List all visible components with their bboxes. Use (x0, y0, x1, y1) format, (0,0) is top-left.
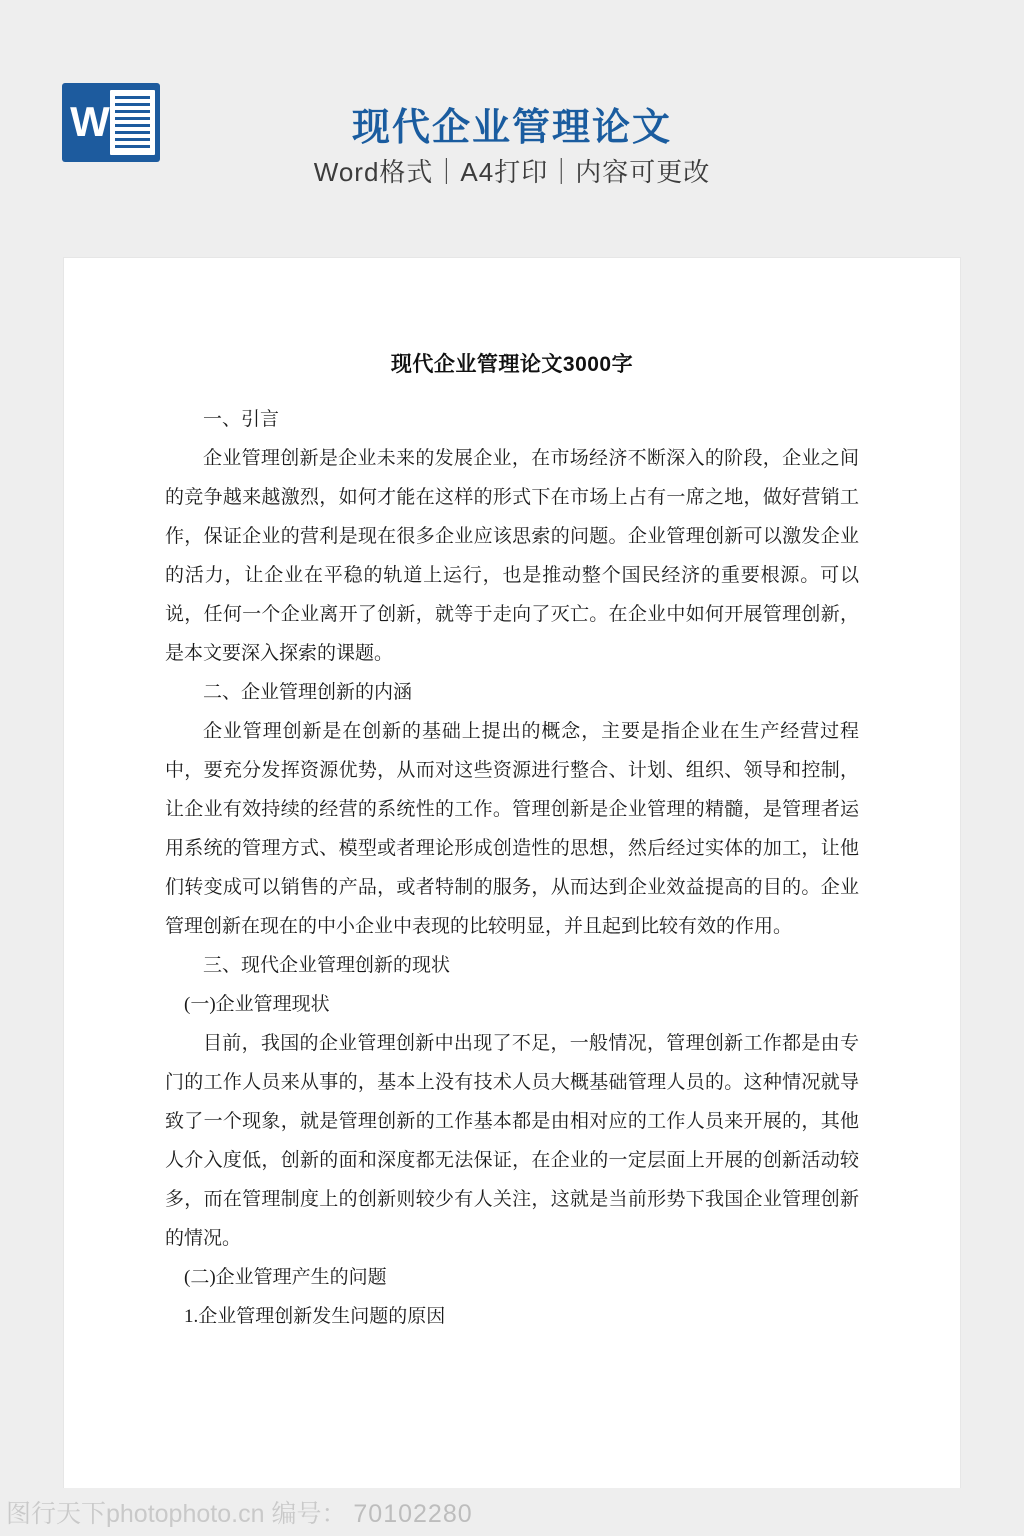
document-title: 现代企业管理论文3000字 (390, 353, 634, 376)
footer-watermark (0, 1488, 1024, 1536)
footer-number-label: 编号： (271, 1500, 347, 1528)
paragraph-subsection-2-heading: (二)企业管理产生的问题 (184, 1267, 387, 1288)
document-body (165, 348, 859, 1336)
paragraph-intro-body: 企业管理创新是企业未来的发展企业，在市场经济不断深入的阶段，企业之间的竞争越来越激烈，如何才能在这样的形式下在市场上占有一席之地，做好营销工作，保证企业的营利是现在很多企业应该思索的问题。企业管理创新可以激发企业的活力，让企业在平稳的轨道上运行，也是推动整个国民经济的重要根源。可以说，任何一个企业离开了创新，就等于走向了灭亡。在企业中如何开展管理创新，是本文要深入探索的课题。 (165, 448, 859, 664)
paragraph-section-2-body: 企业管理创新是在创新的基础上提出的概念，主要是指企业在生产经营过程中，要充分发挥资源优势，从而对这些资源进行整合、计划、组织、领导和控制，让企业有效持续的经营的系统性的工作。管理创新是企业管理的精髓，是管理者运用系统的管理方式、模型或者理论形成创造性的思想，然后经过实体的加工，让他们转变成可以销售的产品，或者特制的服务，从而达到企业效益提高的目的。企业管理创新在现在的中小企业中表现的比较明显，并且起到比较有效的作用。 (165, 721, 859, 937)
footer-number-value: 70102280 (353, 1500, 473, 1528)
footer-site-name: 图行天下photophoto.cn (6, 1500, 265, 1528)
paragraph-section-3-heading: 三、现代企业管理创新的现状 (203, 955, 451, 976)
word-logo-letter: W (70, 98, 110, 145)
paragraph-subsection-2-item-1: 1.企业管理创新发生问题的原因 (184, 1306, 446, 1327)
document-page (64, 258, 960, 1488)
banner-subtitle: Word格式｜A4打印｜内容可更改 (313, 157, 711, 187)
paragraph-section-2-heading: 二、企业管理创新的内涵 (203, 682, 413, 703)
paragraph-subsection-1-body: 目前，我国的企业管理创新中出现了不足，一般情况，管理创新工作都是由专门的工作人员来从事的，基本上没有技术人员大概基础管理人员的。这种情况就导致了一个现象，就是管理创新的工作基本都是由相对应的工作人员来开展的，其他人介入度低，创新的面和深度都无法保证，在企业的一定层面上开展的创新活动较多，而在管理制度上的创新则较少有人关注，这就是当前形势下我国企业管理创新的情况。 (165, 1033, 859, 1249)
footer-watermark-text (6, 1494, 473, 1530)
header-banner (0, 0, 1024, 258)
paragraph-section-1-heading: 一、引言 (203, 409, 280, 430)
paragraph-subsection-1-heading: (一)企业管理现状 (184, 994, 330, 1015)
banner-title: 现代企业管理论文 (351, 107, 672, 149)
